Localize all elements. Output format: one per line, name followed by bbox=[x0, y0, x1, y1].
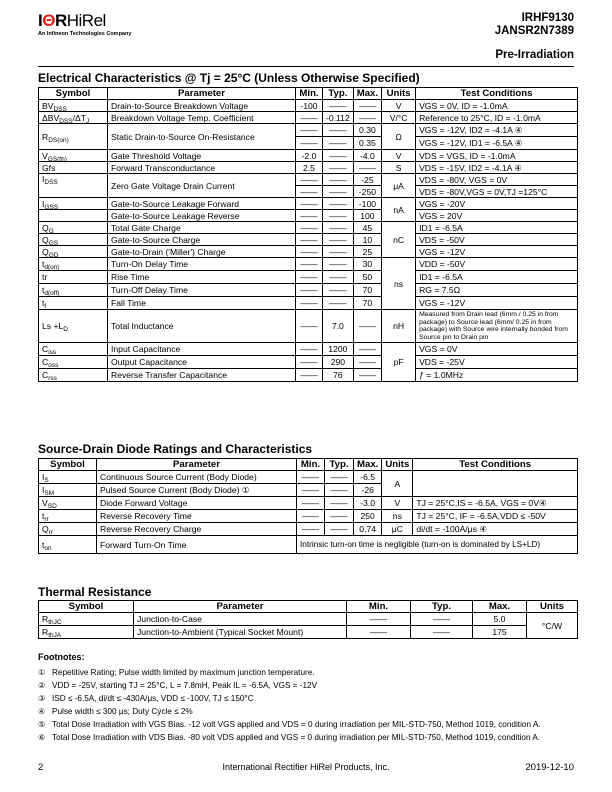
logo-hirel: HiRel bbox=[66, 11, 106, 30]
param-cell: Rise Time bbox=[108, 271, 296, 284]
max-cell: 50 bbox=[353, 271, 381, 284]
symbol-cell: $V_{GS(th)}$ bbox=[39, 150, 108, 162]
typ-cell: —— bbox=[323, 198, 354, 210]
symbol-cell: $Q_G$ bbox=[39, 222, 108, 234]
logo-letter-i: I bbox=[38, 11, 43, 30]
cond-cell: ID1 = -6.5A bbox=[416, 271, 578, 284]
footnote-marker: ⑥ bbox=[38, 733, 46, 742]
table-row bbox=[39, 198, 578, 210]
col-typ: Typ. bbox=[323, 88, 354, 100]
max-cell: 30 bbox=[353, 258, 381, 271]
param-cell: Total Gate Charge bbox=[108, 222, 296, 234]
table-row bbox=[39, 343, 578, 356]
param-cell: Static Drain-to-Source On-Resistance bbox=[108, 124, 296, 150]
col-units: Units bbox=[382, 459, 413, 471]
cond-cell: VDS = -25V bbox=[416, 356, 578, 369]
min-cell: —— bbox=[296, 343, 323, 356]
param-cell: Gate-to-Source Leakage Reverse bbox=[108, 210, 296, 222]
part-number-1: IRHF9130 bbox=[521, 12, 574, 24]
sd-table bbox=[38, 458, 578, 554]
min-cell: -100 bbox=[296, 100, 323, 112]
table-row bbox=[39, 150, 578, 162]
col-units: Units bbox=[382, 88, 416, 100]
footnote-item bbox=[38, 679, 578, 692]
param-cell: Gate Threshold Voltage bbox=[108, 150, 296, 162]
min-cell: —— bbox=[297, 497, 325, 510]
typ-cell: 1200 bbox=[323, 343, 354, 356]
col-symbol: Symbol bbox=[39, 601, 134, 613]
max-cell: —— bbox=[353, 100, 381, 112]
cond-cell: di/dt = -100A/μs ④ bbox=[413, 523, 578, 536]
footnote-text: Total Dose Irradiation with VGS Bias. -12 volt VGS applied and VDS = 0 during irradiation per MIL-STD-750, Method 1019, condition A. bbox=[52, 720, 541, 729]
symbol-cell: $t_{rr}$ bbox=[39, 510, 97, 523]
doc-date: 2019-12-10 bbox=[525, 762, 574, 773]
logo-o-mark: Θ bbox=[42, 11, 55, 30]
table-row bbox=[39, 246, 578, 258]
units-cell: V bbox=[382, 150, 416, 162]
thermal-table bbox=[38, 600, 578, 639]
min-cell: —— bbox=[296, 210, 323, 222]
table-row bbox=[39, 626, 578, 639]
table-row bbox=[39, 124, 578, 137]
table-row bbox=[39, 510, 578, 523]
units-cell: ns bbox=[382, 510, 413, 523]
min-cell: —— bbox=[296, 297, 323, 310]
sd-header-row bbox=[39, 459, 578, 471]
min-cell: —— bbox=[296, 310, 323, 343]
table-row bbox=[39, 222, 578, 234]
units-cell: S bbox=[382, 162, 416, 174]
param-cell: Continuous Source Current (Body Diode) bbox=[97, 471, 297, 484]
col-max: Max. bbox=[354, 459, 382, 471]
max-cell: -25 bbox=[353, 174, 381, 186]
max-cell: 100 bbox=[353, 210, 381, 222]
typ-cell: —— bbox=[325, 497, 354, 510]
footnote-text: ISD ≤ -6.5A, di/dt ≤ -430A/μs, VDD ≤ -100V, TJ ≤ 150°C bbox=[52, 694, 254, 703]
symbol-cell: $t_{on}$ bbox=[39, 536, 97, 554]
symbol-cell: $t_f$ bbox=[39, 297, 108, 310]
symbol-cell: $I_S$ bbox=[39, 471, 97, 484]
param-cell: Junction-to-Case bbox=[134, 613, 347, 626]
table-row bbox=[39, 356, 578, 369]
col-min: Min. bbox=[347, 601, 411, 613]
units-cell: V bbox=[382, 497, 413, 510]
typ-cell: 76 bbox=[323, 369, 354, 382]
typ-cell: —— bbox=[323, 297, 354, 310]
max-cell: 10 bbox=[353, 234, 381, 246]
footnote-item bbox=[38, 731, 578, 744]
symbol-cell: $V_{SD}$ bbox=[39, 497, 97, 510]
footnote-text: Total Dose Irradiation with VDS Bias. -80 volt VDS applied and VGS = 0 during irradiation per MIL-STD-750, Method 1019, condition A. bbox=[52, 733, 541, 742]
units-cell: nA bbox=[382, 198, 416, 222]
units-cell: V bbox=[382, 100, 416, 112]
symbol-cell: $t_{d(off)}$ bbox=[39, 284, 108, 297]
page-number: 2 bbox=[38, 762, 44, 773]
typ-cell: —— bbox=[323, 124, 354, 137]
max-cell: -4.0 bbox=[353, 150, 381, 162]
cond-cell: VDS = -50V bbox=[416, 234, 578, 246]
symbol-cell: Gfs bbox=[39, 162, 108, 174]
param-cell: Input Capacitance bbox=[108, 343, 296, 356]
param-cell: Reverse Transfer Capacitance bbox=[108, 369, 296, 382]
footnotes-title: Footnotes: bbox=[38, 652, 85, 662]
param-cell: Breakdown Voltage Temp. Coefficient bbox=[108, 112, 296, 124]
param-cell: Forward Turn-On Time bbox=[97, 536, 297, 554]
units-cell: μC bbox=[382, 523, 413, 536]
units-cell: A bbox=[382, 471, 413, 497]
min-cell: —— bbox=[297, 471, 325, 484]
cond-cell: Intrinsic turn-on time is negligible (turn-on is dominated by LS+LD) bbox=[297, 536, 578, 554]
param-cell: Gate-to-Source Leakage Forward bbox=[108, 198, 296, 210]
param-cell: Drain-to-Source Breakdown Voltage bbox=[108, 100, 296, 112]
part-numbers bbox=[495, 12, 574, 38]
cond-cell: VDS = -15V, ID2 = -4.1A ④ bbox=[416, 162, 578, 174]
units-cell: nH bbox=[382, 310, 416, 343]
table-row bbox=[39, 271, 578, 284]
footnote-marker: ② bbox=[38, 681, 46, 690]
max-cell: —— bbox=[353, 310, 381, 343]
max-cell: 0.74 bbox=[354, 523, 382, 536]
typ-cell: —— bbox=[323, 246, 354, 258]
units-cell: ns bbox=[382, 258, 416, 310]
elec-table bbox=[38, 87, 578, 382]
min-cell: —— bbox=[297, 523, 325, 536]
typ-cell: —— bbox=[411, 613, 473, 626]
min-cell: —— bbox=[296, 246, 323, 258]
symbol-cell: $R_{thJC}$ bbox=[39, 613, 134, 626]
footnote-item bbox=[38, 692, 578, 705]
table-row bbox=[39, 536, 578, 554]
param-cell: Total Inductance bbox=[108, 310, 296, 343]
param-cell: Turn-On Delay Time bbox=[108, 258, 296, 271]
footnote-item bbox=[38, 718, 578, 731]
max-cell: 25 bbox=[353, 246, 381, 258]
table-row bbox=[39, 613, 578, 626]
typ-cell: —— bbox=[323, 258, 354, 271]
typ-cell: -0.112 bbox=[323, 112, 354, 124]
max-cell: 45 bbox=[353, 222, 381, 234]
typ-cell: 290 bbox=[323, 356, 354, 369]
min-cell: -2.0 bbox=[296, 150, 323, 162]
cond-cell: VGS = 0V bbox=[416, 343, 578, 356]
table-row bbox=[39, 369, 578, 382]
symbol-cell: $I_{DSS}$ bbox=[39, 174, 108, 198]
min-cell: —— bbox=[296, 124, 323, 137]
typ-cell: —— bbox=[325, 523, 354, 536]
cond-cell: TJ = 25°C,IS = -6.5A, VGS = 0V④ bbox=[413, 497, 578, 510]
symbol-cell: tr bbox=[39, 271, 108, 284]
param-cell: Gate-to-Drain ('Miller') Charge bbox=[108, 246, 296, 258]
sd-title: Source-Drain Diode Ratings and Characteristics bbox=[38, 442, 313, 456]
symbol-cell bbox=[39, 210, 108, 222]
min-cell: —— bbox=[296, 284, 323, 297]
units-cell: μA bbox=[382, 174, 416, 198]
min-cell: —— bbox=[296, 186, 323, 198]
typ-cell: 7.0 bbox=[323, 310, 354, 343]
part-number-2: JANSR2N7389 bbox=[494, 25, 574, 37]
symbol-cell: $Q_{rr}$ bbox=[39, 523, 97, 536]
col-test-conditions: Test Conditions bbox=[416, 88, 578, 100]
table-row bbox=[39, 523, 578, 536]
typ-cell: —— bbox=[323, 150, 354, 162]
page-subtitle: Pre-Irradiation bbox=[495, 49, 574, 61]
symbol-cell: $\Delta BV_{DSS}/\Delta T_J$ bbox=[39, 112, 108, 124]
min-cell: —— bbox=[296, 174, 323, 186]
cond-cell bbox=[413, 471, 578, 497]
max-cell: 5.0 bbox=[473, 613, 527, 626]
param-cell: Zero Gate Voltage Drain Current bbox=[108, 174, 296, 198]
min-cell: —— bbox=[296, 112, 323, 124]
thermal-header-row bbox=[39, 601, 578, 613]
footnote-marker: ① bbox=[38, 668, 46, 677]
cond-cell: VDS = -80V,VGS = 0V,TJ =125°C bbox=[416, 186, 578, 198]
max-cell: -3.0 bbox=[354, 497, 382, 510]
min-cell: —— bbox=[347, 613, 411, 626]
min-cell: —— bbox=[296, 137, 323, 150]
units-cell: pF bbox=[382, 343, 416, 382]
col-parameter: Parameter bbox=[108, 88, 296, 100]
units-cell: nC bbox=[382, 222, 416, 258]
symbol-cell: $R_{thJA}$ bbox=[39, 626, 134, 639]
footnote-marker: ⑤ bbox=[38, 720, 46, 729]
col-min: Min. bbox=[297, 459, 325, 471]
table-row bbox=[39, 310, 578, 343]
table-row bbox=[39, 284, 578, 297]
max-cell: —— bbox=[353, 369, 381, 382]
col-units: Units bbox=[527, 601, 578, 613]
max-cell: —— bbox=[353, 356, 381, 369]
logo-subtitle: An Infineon Technologies Company bbox=[38, 31, 132, 37]
typ-cell: —— bbox=[323, 186, 354, 198]
symbol-cell: $I_{SM}$ bbox=[39, 484, 97, 497]
min-cell: —— bbox=[296, 356, 323, 369]
table-row bbox=[39, 100, 578, 112]
min-cell: —— bbox=[296, 369, 323, 382]
symbol-cell: $C_{rss}$ bbox=[39, 369, 108, 382]
typ-cell: —— bbox=[323, 284, 354, 297]
typ-cell: —— bbox=[323, 137, 354, 150]
symbol-cell: $Q_{GS}$ bbox=[39, 234, 108, 246]
min-cell: —— bbox=[296, 271, 323, 284]
symbol-cell: $C_{oss}$ bbox=[39, 356, 108, 369]
cond-cell: VGS = -12V, ID1 = -6.5A ④ bbox=[416, 137, 578, 150]
cond-cell: RG = 7.5Ω bbox=[416, 284, 578, 297]
footnotes-list bbox=[38, 666, 578, 744]
cond-cell: VGS = -12V bbox=[416, 246, 578, 258]
table-row bbox=[39, 112, 578, 124]
units-cell: Ω bbox=[382, 124, 416, 150]
min-cell: —— bbox=[347, 626, 411, 639]
typ-cell: —— bbox=[323, 100, 354, 112]
max-cell: 70 bbox=[353, 297, 381, 310]
table-row bbox=[39, 471, 578, 484]
symbol-cell: $R_{DS(on)}$ bbox=[39, 124, 108, 150]
param-cell: Turn-Off Delay Time bbox=[108, 284, 296, 297]
table-row bbox=[39, 234, 578, 246]
max-cell: 70 bbox=[353, 284, 381, 297]
cond-cell: VDD = -50V bbox=[416, 258, 578, 271]
min-cell: —— bbox=[297, 484, 325, 497]
typ-cell: —— bbox=[323, 210, 354, 222]
min-cell: 2.5 bbox=[296, 162, 323, 174]
footnote-text: Pulse width ≤ 300 μs; Duty Cycle ≤ 2% bbox=[52, 707, 193, 716]
col-symbol: Symbol bbox=[39, 459, 97, 471]
col-symbol: Symbol bbox=[39, 88, 108, 100]
table-row bbox=[39, 258, 578, 271]
cond-cell: Measured from Drain lead (6mm / 0.25 in from package) to Source lead (6mm/ 0.25 in from package) with Source wire internally bonded from Source pin to Drain pin bbox=[416, 310, 578, 343]
max-cell: -26 bbox=[354, 484, 382, 497]
param-cell: Junction-to-Ambient (Typical Socket Mount) bbox=[134, 626, 347, 639]
max-cell: 175 bbox=[473, 626, 527, 639]
max-cell: 250 bbox=[354, 510, 382, 523]
max-cell: 0.30 bbox=[353, 124, 381, 137]
max-cell: -250 bbox=[353, 186, 381, 198]
table-row bbox=[39, 174, 578, 186]
max-cell: 0.35 bbox=[353, 137, 381, 150]
units-cell: V/°C bbox=[382, 112, 416, 124]
symbol-cell: $Q_{GD}$ bbox=[39, 246, 108, 258]
cond-cell: VGS = -12V, ID2 = -4.1A ④ bbox=[416, 124, 578, 137]
cond-cell: TJ = 25°C, IF = -6.5A,VDD ≤ -50V bbox=[413, 510, 578, 523]
min-cell: —— bbox=[296, 198, 323, 210]
footnote-item bbox=[38, 705, 578, 718]
max-cell: -100 bbox=[353, 198, 381, 210]
symbol-cell: $Ls +L_D$ bbox=[39, 310, 108, 343]
col-test-conditions: Test Conditions bbox=[413, 459, 578, 471]
cond-cell: ƒ = 1.0MHz bbox=[416, 369, 578, 382]
elec-header-row bbox=[39, 88, 578, 100]
col-max: Max. bbox=[473, 601, 527, 613]
units-cell: °C/W bbox=[527, 613, 578, 639]
footnote-text: VDD = -25V, starting TJ = 25°C, L = 7.8mH, Peak IL = -6.5A, VGS = -12V bbox=[52, 681, 318, 690]
cond-cell: VDS = -80V, VGS = 0V bbox=[416, 174, 578, 186]
table-row bbox=[39, 297, 578, 310]
param-cell: Fall Time bbox=[108, 297, 296, 310]
min-cell: —— bbox=[296, 234, 323, 246]
min-cell: —— bbox=[296, 222, 323, 234]
footnote-text: Repetitive Rating; Pulse width limited by maximum junction temperature. bbox=[52, 668, 315, 677]
cond-cell: VGS = 20V bbox=[416, 210, 578, 222]
param-cell: Forward Transconductance bbox=[108, 162, 296, 174]
param-cell: Reverse Recovery Time bbox=[97, 510, 297, 523]
col-typ: Typ. bbox=[325, 459, 354, 471]
col-max: Max. bbox=[353, 88, 381, 100]
symbol-cell: $C_{iss}$ bbox=[39, 343, 108, 356]
param-cell: Reverse Recovery Charge bbox=[97, 523, 297, 536]
max-cell: —— bbox=[353, 162, 381, 174]
max-cell: —— bbox=[353, 343, 381, 356]
typ-cell: —— bbox=[323, 222, 354, 234]
symbol-cell: $t_{d(on)}$ bbox=[39, 258, 108, 271]
cond-cell: VDS = VGS, ID = -1.0mA bbox=[416, 150, 578, 162]
symbol-cell: $BV_{DSS}$ bbox=[39, 100, 108, 112]
col-parameter: Parameter bbox=[134, 601, 347, 613]
table-row bbox=[39, 497, 578, 510]
footnote-marker: ③ bbox=[38, 694, 46, 703]
company-name: International Rectifier HiRel Products, Inc. bbox=[222, 762, 390, 772]
elec-title: Electrical Characteristics @ Tj = 25°C (Unless Otherwise Specified) bbox=[38, 71, 420, 85]
footnote-item bbox=[38, 666, 578, 679]
typ-cell: —— bbox=[323, 271, 354, 284]
param-cell: Pulsed Source Current (Body Diode) ① bbox=[97, 484, 297, 497]
param-cell: Output Capacitance bbox=[108, 356, 296, 369]
footnote-marker: ④ bbox=[38, 707, 46, 716]
col-typ: Typ. bbox=[411, 601, 473, 613]
max-cell: -6.5 bbox=[354, 471, 382, 484]
cond-cell: ID1 = -6.5A bbox=[416, 222, 578, 234]
min-cell: —— bbox=[297, 510, 325, 523]
logo-letter-r: R bbox=[54, 11, 67, 30]
header-rule bbox=[38, 66, 574, 67]
col-min: Min. bbox=[296, 88, 323, 100]
cond-cell: VGS = 0V, ID = -1.0mA bbox=[416, 100, 578, 112]
company-logo bbox=[38, 12, 131, 37]
typ-cell: —— bbox=[323, 174, 354, 186]
typ-cell: —— bbox=[323, 234, 354, 246]
min-cell: —— bbox=[296, 258, 323, 271]
cond-cell: Reference to 25°C, ID = -1.0mA bbox=[416, 112, 578, 124]
col-parameter: Parameter bbox=[97, 459, 297, 471]
typ-cell: —— bbox=[325, 471, 354, 484]
typ-cell: —— bbox=[325, 510, 354, 523]
param-cell: Gate-to-Source Charge bbox=[108, 234, 296, 246]
typ-cell: —— bbox=[411, 626, 473, 639]
thermal-title: Thermal Resistance bbox=[38, 585, 152, 599]
table-row bbox=[39, 162, 578, 174]
cond-cell: VGS = -12V bbox=[416, 297, 578, 310]
param-cell: Diode Forward Voltage bbox=[97, 497, 297, 510]
typ-cell: —— bbox=[323, 162, 354, 174]
max-cell: —— bbox=[353, 112, 381, 124]
cond-cell: VGS = -20V bbox=[416, 198, 578, 210]
typ-cell: —— bbox=[325, 484, 354, 497]
symbol-cell: $I_{GSS}$ bbox=[39, 198, 108, 210]
table-row bbox=[39, 210, 578, 222]
